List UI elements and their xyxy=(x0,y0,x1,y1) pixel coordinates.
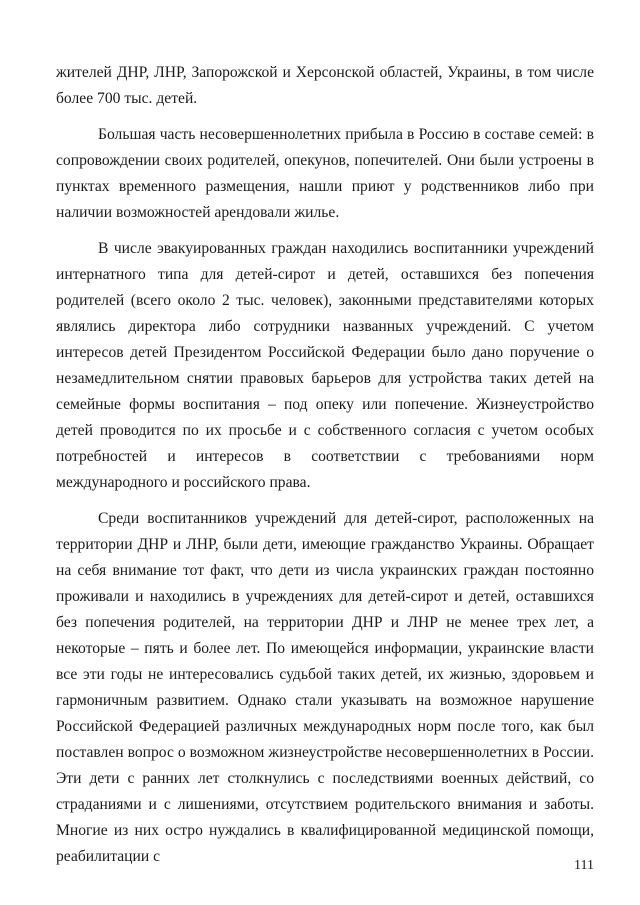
paragraph-families: Большая часть несовершеннолетних прибыла в Россию в составе семей: в сопровождении своих родителей, опекунов, попечителей. Они были устроены в пунктах временного размещения, нашли приют у родственников либо при наличии возможностей арендовали жилье. xyxy=(56,126,594,221)
paragraph-continuation: жителей ДНР, ЛНР, Запорожской и Херсонской областей, Украины, в том числе более 700 тыс. детей. xyxy=(56,64,594,107)
body-text xyxy=(56,60,594,870)
paragraph-ukrainian-citizens: Среди воспитанников учреждений для детей-сирот, расположенных на территории ДНР и ЛНР, были дети, имеющие гражданство Украины. Обращает на себя внимание тот факт, что дети из числа украинских граждан постоянно проживали и находились в учреждениях для детей-сирот и детей, оставшихся без попечения родителей, на территории ДНР и ЛНР не менее трех лет, а некоторые – пять и более лет. По имеющейся информации, украинские власти все эти годы не интересовались судьбой таких детей, их жизнью, здоровьем и гармоничным развитием. Однако стали указывать на возможное нарушение Российской Федерацией различных международных норм после того, как был поставлен вопрос о возможном жизнеустройстве несовершеннолетних в России. Эти дети с ранних лет столкнулись с последствиями военных действий, со страданиями и с лишениями, отсутствием родительского внимания и заботы. Многие из них остро нуждались в квалифицированной медицинской помощи, реабилитации с xyxy=(56,510,594,865)
page-number: 111 xyxy=(574,858,594,873)
paragraph-orphans: В числе эвакуированных граждан находились воспитанники учреждений интернатного типа для детей-сирот и детей, оставшихся без попечения родителей (всего около 2 тыс. человек), законными представителями которых являлись директора либо сотрудники названных учреждений. С учетом интересов детей Президентом Российской Федерации было дано поручение о незамедлительном снятии правовых барьеров для устройства таких детей на семейные формы воспитания – под опеку или попечение. Жизнеустройство детей проводится по их просьбе и с собственного согласия с учетом особых потребностей и интересов в соответствии с требованиями норм международного и российского права. xyxy=(56,240,594,491)
